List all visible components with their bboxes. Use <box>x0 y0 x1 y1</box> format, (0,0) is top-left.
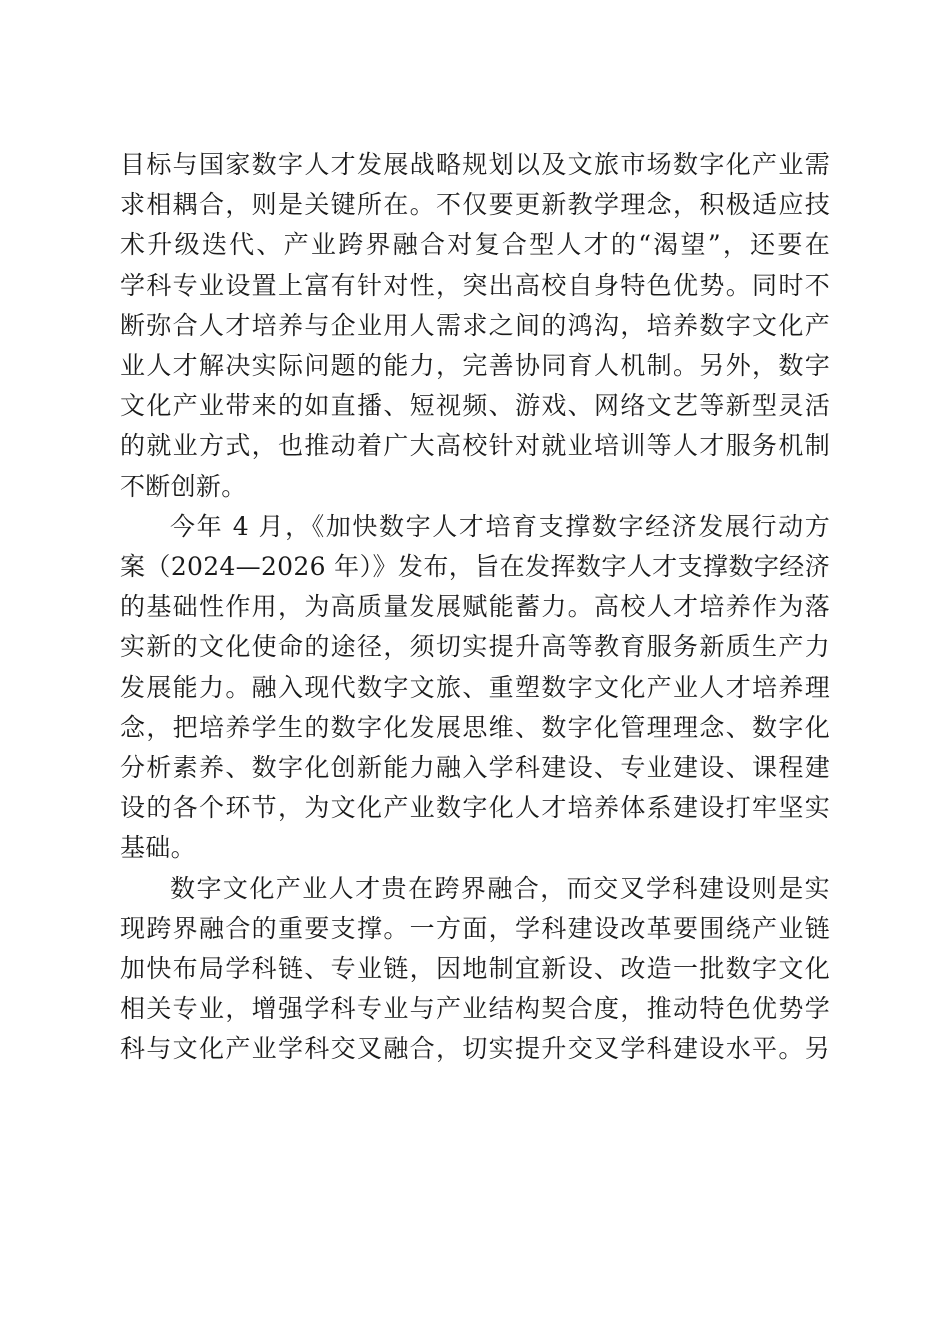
paragraph-2 <box>120 507 830 869</box>
text-line: 科与文化产业学科交叉融合，切实提升交叉学科建设水平。另 <box>120 1034 830 1064</box>
text-line: 数字文化产业人才贵在跨界融合，而交叉学科建设则是实 <box>170 873 830 903</box>
paragraph-1 <box>120 145 830 507</box>
text-line: 不断创新。 <box>120 471 247 501</box>
text-line: 求相耦合，则是关键所在。不仅要更新教学理念，积极适应技 <box>120 190 830 220</box>
document-body <box>120 145 830 1070</box>
text-line: 设的各个环节，为文化产业数字化人才培养体系建设打牢坚实 <box>120 793 830 823</box>
text-line: 的就业方式，也推动着广大高校针对就业培训等人才服务机制 <box>120 431 830 461</box>
text-line: 念，把培养学生的数字化发展思维、数字化管理理念、数字化 <box>120 712 830 742</box>
text-line: 加快布局学科链、专业链，因地制宜新设、改造一批数字文化 <box>120 954 830 984</box>
text-line: 分析素养、数字化创新能力融入学科建设、专业建设、课程建 <box>120 753 830 783</box>
text-line: 相关专业，增强学科专业与产业结构契合度，推动特色优势学 <box>120 994 830 1024</box>
paragraph-3 <box>120 869 830 1070</box>
text-line: 案（2024—2026 年）》发布，旨在发挥数字人才支撑数字经济 <box>120 552 830 582</box>
text-line: 的基础性作用，为高质量发展赋能蓄力。高校人才培养作为落 <box>120 592 830 622</box>
text-line: 目标与国家数字人才发展战略规划以及文旅市场数字化产业需 <box>120 150 830 179</box>
text-line: 文化产业带来的如直播、短视频、游戏、网络文艺等新型灵活 <box>120 391 830 421</box>
text-line: 基础。 <box>120 833 196 863</box>
text-line: 实新的文化使命的途径，须切实提升高等教育服务新质生产力 <box>120 632 830 662</box>
text-line: 术升级迭代、产业跨界融合对复合型人才的“渴望”，还要在 <box>120 230 830 260</box>
text-line: 发展能力。融入现代数字文旅、重塑数字文化产业人才培养理 <box>120 672 830 702</box>
text-line: 学科专业设置上富有针对性，突出高校自身特色优势。同时不 <box>120 270 830 300</box>
text-line: 今年 4 月，《加快数字人才培育支撑数字经济发展行动方 <box>170 511 830 541</box>
text-line: 业人才解决实际问题的能力，完善协同育人机制。另外，数字 <box>120 351 830 381</box>
text-line: 现跨界融合的重要支撑。一方面，学科建设改革要围绕产业链 <box>120 913 830 943</box>
text-line: 断弥合人才培养与企业用人需求之间的鸿沟，培养数字文化产 <box>120 310 830 340</box>
